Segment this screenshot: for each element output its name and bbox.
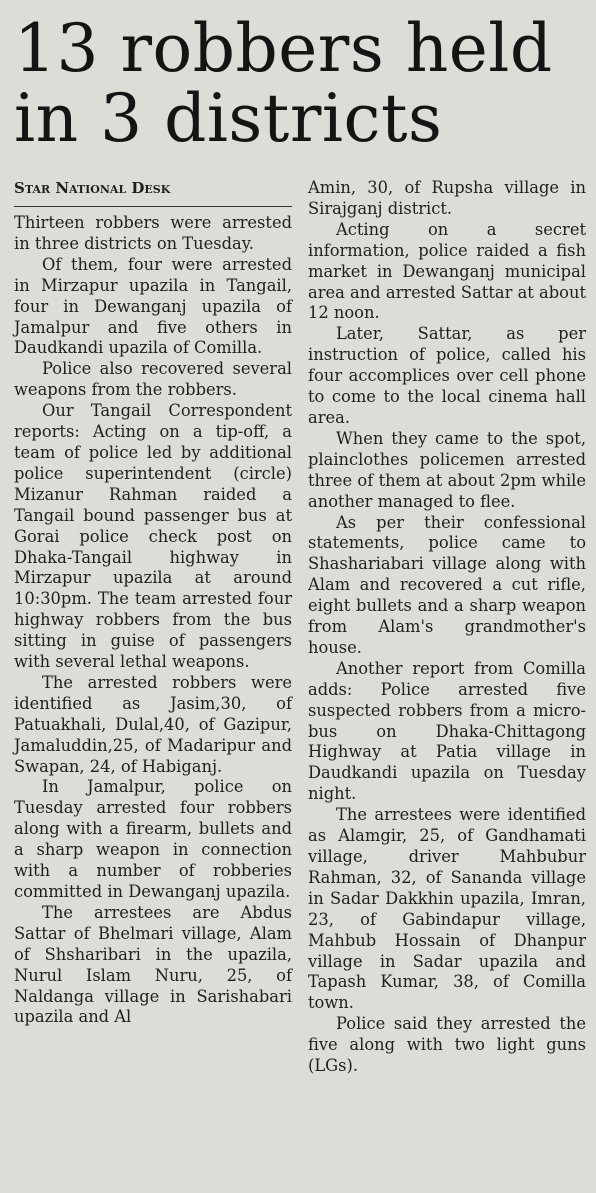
paragraph-continuation: Amin, 30, of Rupsha village in Sirajganj district. [308,178,586,218]
paragraph: As per their confessional statements, police came to Shashariabari village along with Alam and recovered a cut rifle, eight bullets and a sharp weapon from Alam's grandmother's house. [308,512,586,657]
paragraph: The arrestees were identified as Alamgir, 25, of Gandhamati village, driver Mahbubur Rahman, 32, of Sananda village in Sadar Dakkhin upazila, Imran, 23, of Gabindapur village, Mahbub Hossain of Dhanpur village in Sadar upazila and Tapash Kumar, 38, of Comilla town. [308,805,586,1013]
paragraph: Police also recovered several weapons from the robbers. [14,359,292,400]
headline [14,10,588,157]
byline: Star National Desk [14,178,292,207]
paragraph: Another report from Comilla adds: Police arrested five suspected robbers from a micro-bus on Dhaka-Chittagong Highway at Patia village in Daudkandi upazila on Tuesday night. [308,658,586,804]
paragraph: When they came to the spot, plainclothes policemen arrested three of them at about 2pm while another managed to flee. [308,428,586,511]
paragraph: Acting on a secret information, police raided a fish market in Dewanganj municipal area and arrested Sattar at about 12 noon. [308,219,586,323]
paragraph: Later, Sattar, as per instruction of police, called his four accomplices over cell phone to come to the local cinema hall area. [308,324,586,427]
headline-line-2: in 3 districts [14,80,443,157]
paragraph: Thirteen robbers were arrested in three districts on Tuesday. [14,213,292,253]
column-left [14,178,292,1077]
paragraph: In Jamalpur, police on Tuesday arrested four robbers along with a firearm, bullets and a sharp weapon in connection with a number of robberies committed in Dewanganj upazila. [14,777,292,901]
paragraph: Of them, four were arrested in Mirzapur upazila in Tangail, four in Dewanganj upazila of Jamalpur and five others in Daudkandi upazila of Comilla. [14,254,292,358]
paragraph: Our Tangail Correspondent reports: Acting on a tip-off, a team of police led by additional police superintendent (circle) Mizanur Rahman raided a Tangail bound passenger bus at Gorai police check post on Dhaka-Tangail highway in Mirzapur upazila at around 10:30pm. The team arrested four highway robbers from the bus sitting in guise of passengers with several lethal weapons. [14,401,292,672]
headline-line-1: 13 robbers held [14,10,553,87]
paragraph: The arrestees are Abdus Sattar of Bhelmari village, Alam of Shsharibari in the upazila, Nurul Islam Nuru, 25, of Naldanga village in Sarishabari upazila and Al [14,902,292,1027]
article-body [14,178,588,1077]
paragraph: Police said they arrested the five along with two light guns (LGs). [308,1014,586,1076]
column-right [308,178,586,1077]
paragraph: The arrested robbers were identified as Jasim,30, of Patuakhali, Dulal,40, of Gazipur, Jamaluddin,25, of Madaripur and Swapan, 24, of Habiganj. [14,672,292,776]
